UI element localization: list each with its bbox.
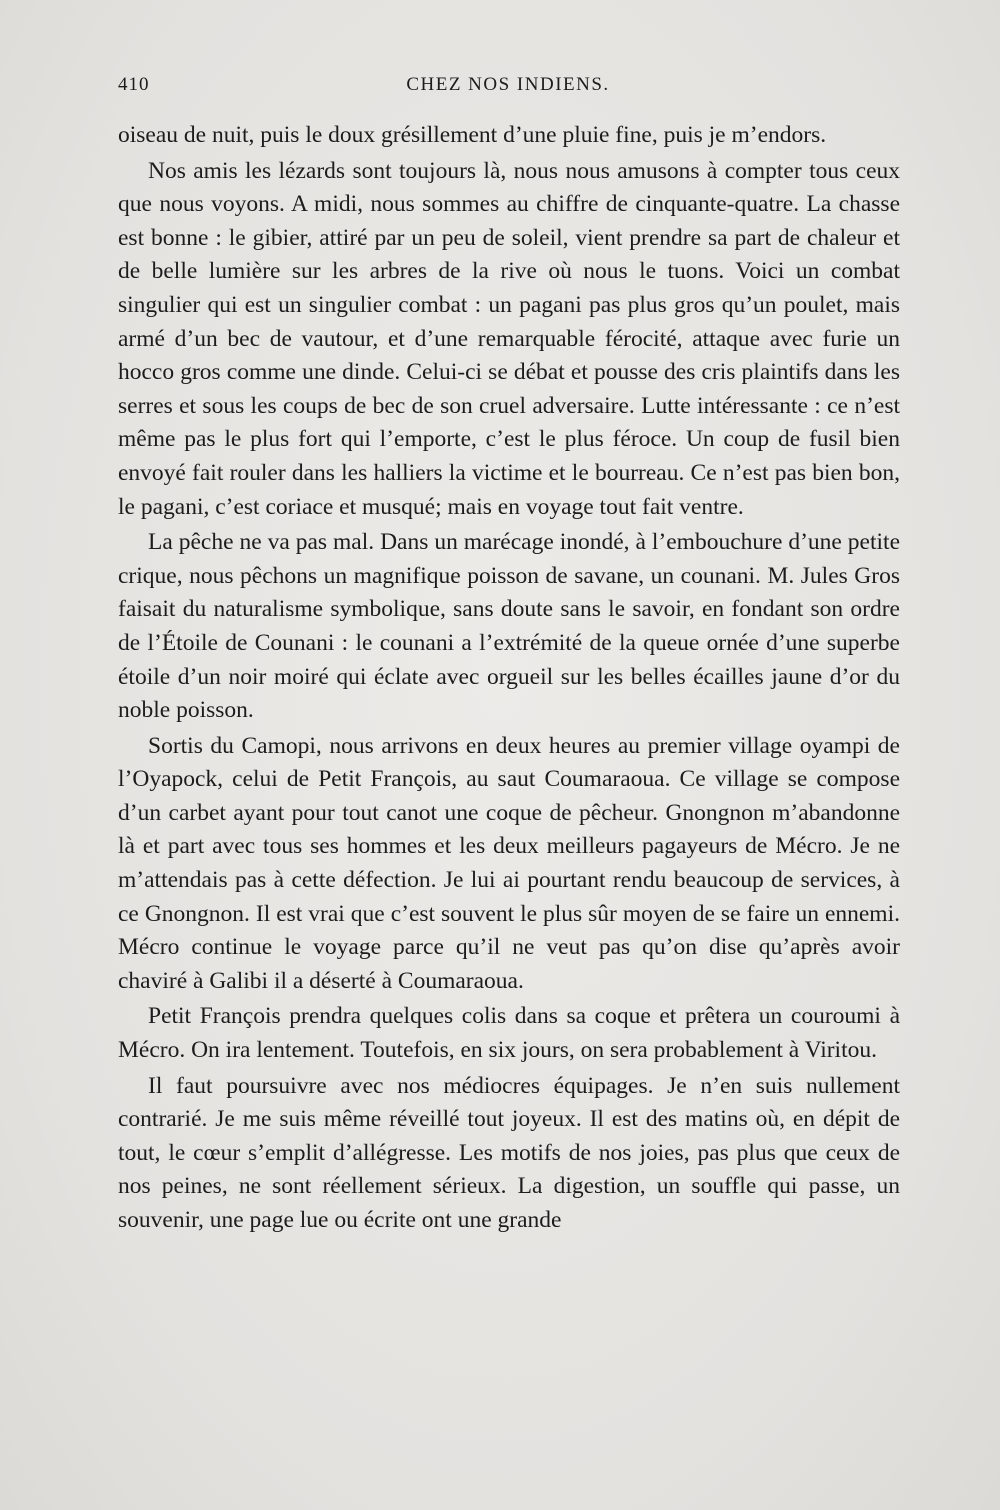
paragraph-petit-francois: Petit François prendra quelques colis dans sa coque et prêtera un couroumi à Mécro. On ira lentement. Toutefois, en six jours, on sera probablement à Viritou. — [118, 1003, 900, 1064]
body-text — [118, 119, 900, 1238]
page-number: 410 — [118, 74, 150, 95]
paragraph-fishing: La pêche ne va pas mal. Dans un marécage inondé, à l’embouchure d’une petite crique, nous pêchons un magnifique poisson de savane, un counani. M. Jules Gros faisait du naturalisme symbolique, sans doute sans le savoir, en fondant son ordre de l’Étoile de Counani : le counani a l’extrémité de la queue ornée d’une superbe étoile d’un noir moiré qui éclate avec orgueil sur les belles écailles jaune d’or du noble poisson. — [118, 529, 900, 724]
paragraph-camopi: Sortis du Camopi, nous arrivons en deux heures au premier village oyampi de l’Oyapock, celui de Petit François, au saut Coumaraoua. Ce village se compose d’un carbet ayant pour tout canot une coque de pêcheur. Gnongnon m’abandonne là et part avec tous ses hommes et les deux meilleurs pagayeurs de Mécro. Je ne m’attendais pas à cette défection. Je lui ai pourtant rendu beaucoup de services, à ce Gnongnon. Il est vrai que c’est souvent le plus sûr moyen de se faire un ennemi. Mécro continue le voyage parce qu’il ne veut pas qu’on dise qu’après avoir chaviré à Galibi il a déserté à Coumaraoua. — [118, 732, 900, 994]
paragraph-poursuivre: Il faut poursuivre avec nos médiocres équipages. Je n’en suis nullement contrarié. Je me suis même réveillé tout joyeux. Il est des matins où, en dépit de tout, le cœur s’emplit d’allégresse. Les motifs de nos joies, pas plus que ceux de nos peines, ne sont réellement sérieux. La digestion, un souffle qui passe, un souvenir, une page lue ou écrite ont une grande — [118, 1072, 900, 1233]
running-head — [118, 74, 898, 104]
paragraph-lizards: Nos amis les lézards sont toujours là, nous nous amusons à compter tous ceux que nous voyons. A midi, nous sommes au chiffre de cinquante-quatre. La chasse est bonne : le gibier, attiré par un peu de soleil, vient prendre sa part de chaleur et de belle lumière sur les arbres de la rive où nous le tuons. Voici un combat singulier qui est un singulier combat : un pagani pas plus gros qu’un poulet, mais armé d’un bec de vautour, et d’une remarquable férocité, attaque avec furie un hocco gros comme une dinde. Celui-ci se débat et pousse des cris plaintifs dans les serres et sous les coups de bec de son cruel adversaire. Lutte intéressante : ce n’est même pas le plus fort qui l’emporte, c’est le plus féroce. Un coup de fusil bien envoyé fait rouler dans les halliers la victime et le bourreau. Ce n’est pas bien bon, le pagani, c’est coriace et musqué; mais en voyage tout fait ventre. — [118, 157, 900, 520]
running-title: CHEZ NOS INDIENS. — [406, 74, 610, 95]
paragraph-continuation: oiseau de nuit, puis le doux grésillement d’une pluie fine, puis je m’endors. — [118, 122, 827, 148]
